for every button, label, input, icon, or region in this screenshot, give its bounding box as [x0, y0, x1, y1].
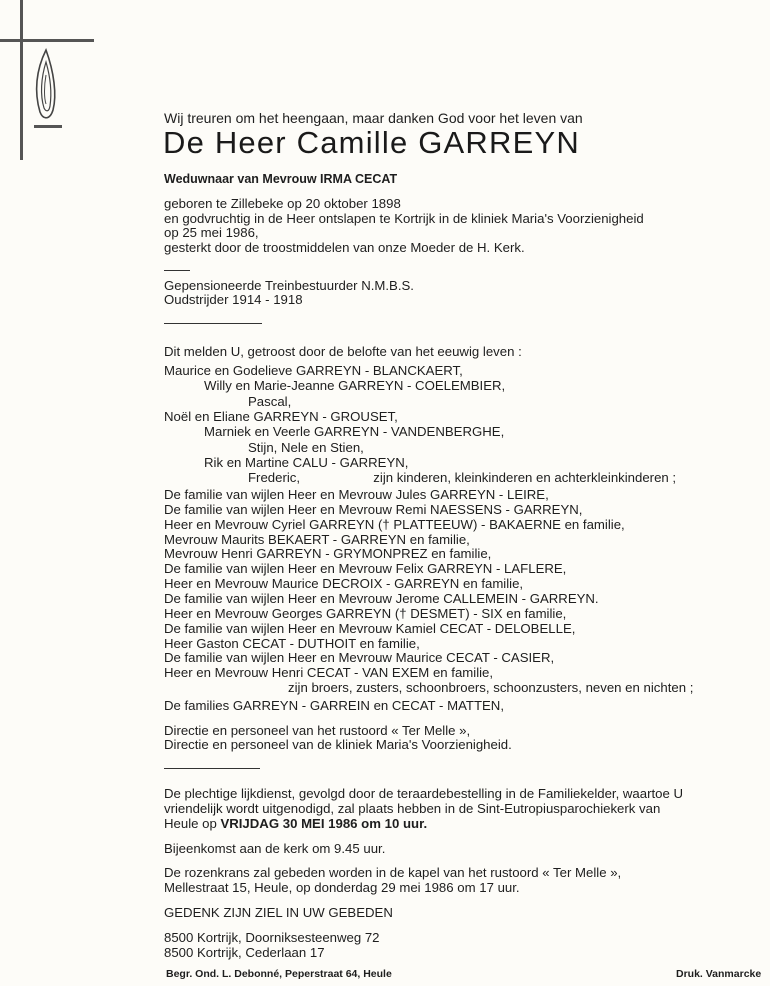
family-line: Heer en Mevrouw Maurice DECROIX - GARREYN en familie, [164, 576, 524, 592]
divider [164, 768, 260, 769]
divider [164, 323, 262, 324]
widower-line: Weduwnaar van Mevrouw IRMA CECAT [164, 172, 398, 186]
service-line: vriendelijk wordt uitgenodigd, zal plaats hebben in de Sint-Eutropiusparochiekerk van [164, 801, 661, 816]
service-date: VRIJDAG 30 MEI 1986 om 10 uur. [220, 816, 428, 831]
staff-line: Directie en personeel van het rustoord « Ter Melle », [164, 723, 471, 738]
child-line: Willy en Marie-Jeanne GARREYN - COELEMBIER, [204, 378, 506, 394]
printer-footer: Druk. Vanmarcke [676, 968, 762, 980]
service-line: De plechtige lijkdienst, gevolgd door de teraardebestelling in de Familiekelder, waartoe U [164, 786, 684, 801]
gathering-line: Bijeenkomst aan de kerk om 9.45 uur. [164, 841, 386, 856]
child-line: Stijn, Nele en Stien, [248, 439, 364, 455]
families-line: De families GARREYN - GARREIN en CECAT - MATTEN, [164, 698, 504, 713]
cross-flame-icon [0, 0, 100, 160]
family-line: Heer Gaston CECAT - DUTHOIT en familie, [164, 635, 420, 651]
family-line: De familie van wijlen Heer en Mevrouw Maurice CECAT - CASIER, [164, 650, 555, 666]
family-line: zijn broers, zusters, schoonbroers, schoonzusters, neven en nichten ; [288, 680, 694, 696]
address-line: 8500 Kortrijk, Cederlaan 17 [164, 945, 325, 960]
deceased-name-heading: De Heer Camille GARREYN [163, 125, 580, 160]
child-line: Rik en Martine CALU - GARREYN, [204, 454, 409, 470]
service-prefix: Heule op [164, 816, 221, 831]
family-line: Mevrouw Maurits BEKAERT - GARREYN en familie, [164, 531, 470, 547]
birth-line: geboren te Zillebeke op 20 oktober 1898 [164, 196, 401, 211]
child-line: Frederic, zijn kinderen, kleinkinderen en achterkleinkinderen ; [248, 470, 677, 486]
family-line: De familie van wijlen Heer en Mevrouw Jerome CALLEMEIN - GARREYN. [164, 590, 599, 606]
career-line: Oudstrijder 1914 - 1918 [164, 292, 303, 307]
family-line: Mevrouw Henri GARREYN - GRYMONPREZ en familie, [164, 546, 492, 562]
address-line: 8500 Kortrijk, Doorniksesteenweg 72 [164, 930, 380, 945]
birth-line: en godvruchtig in de Heer ontslapen te Kortrijk in de kliniek Maria's Voorzienigheid [164, 211, 644, 226]
child-line: Pascal, [248, 393, 292, 409]
undertaker-footer: Begr. Ond. L. Debonné, Peperstraat 64, Heule [166, 968, 392, 980]
divider [164, 270, 190, 271]
service-date-line [164, 816, 427, 831]
family-line: De familie van wijlen Heer en Mevrouw Remi NAESSENS - GARREYN, [164, 501, 583, 517]
rosary-line: De rozenkrans zal gebeden worden in de kapel van het rustoord « Ter Melle », [164, 865, 622, 880]
child-line: Maurice en Godelieve GARREYN - BLANCKAERT, [164, 363, 463, 378]
family-line: Heer en Mevrouw Cyriel GARREYN († PLATTEEUW) - BAKAERNE en familie, [164, 516, 625, 532]
family-line: De familie van wijlen Heer en Mevrouw Felix GARREYN - LAFLERE, [164, 561, 567, 577]
intro-text: Wij treuren om het heengaan, maar danken God voor het leven van [164, 110, 583, 126]
prayer-line: GEDENK ZIJN ZIEL IN UW GEBEDEN [164, 905, 393, 920]
announcement-line: Dit melden U, getroost door de belofte van het eeuwig leven : [164, 344, 522, 359]
family-line: Heer en Mevrouw Georges GARREYN († DESMET) - SIX en familie, [164, 605, 567, 621]
child-line: Marniek en Veerle GARREYN - VANDENBERGHE, [204, 424, 505, 440]
career-line: Gepensioneerde Treinbestuurder N.M.B.S. [164, 278, 414, 293]
birth-line: op 25 mei 1986, [164, 225, 259, 240]
rosary-line: Mellestraat 15, Heule, op donderdag 29 mei 1986 om 17 uur. [164, 880, 520, 895]
family-line: De familie van wijlen Heer en Mevrouw Jules GARREYN - LEIRE, [164, 487, 549, 502]
staff-line: Directie en personeel van de kliniek Maria's Voorzienigheid. [164, 737, 512, 752]
child-line: Noël en Eliane GARREYN - GROUSET, [164, 408, 398, 424]
family-line: De familie van wijlen Heer en Mevrouw Kamiel CECAT - DELOBELLE, [164, 620, 576, 636]
birth-line: gesterkt door de troostmiddelen van onze Moeder de H. Kerk. [164, 240, 525, 255]
family-line: Heer en Mevrouw Henri CECAT - VAN EXEM en familie, [164, 665, 494, 681]
